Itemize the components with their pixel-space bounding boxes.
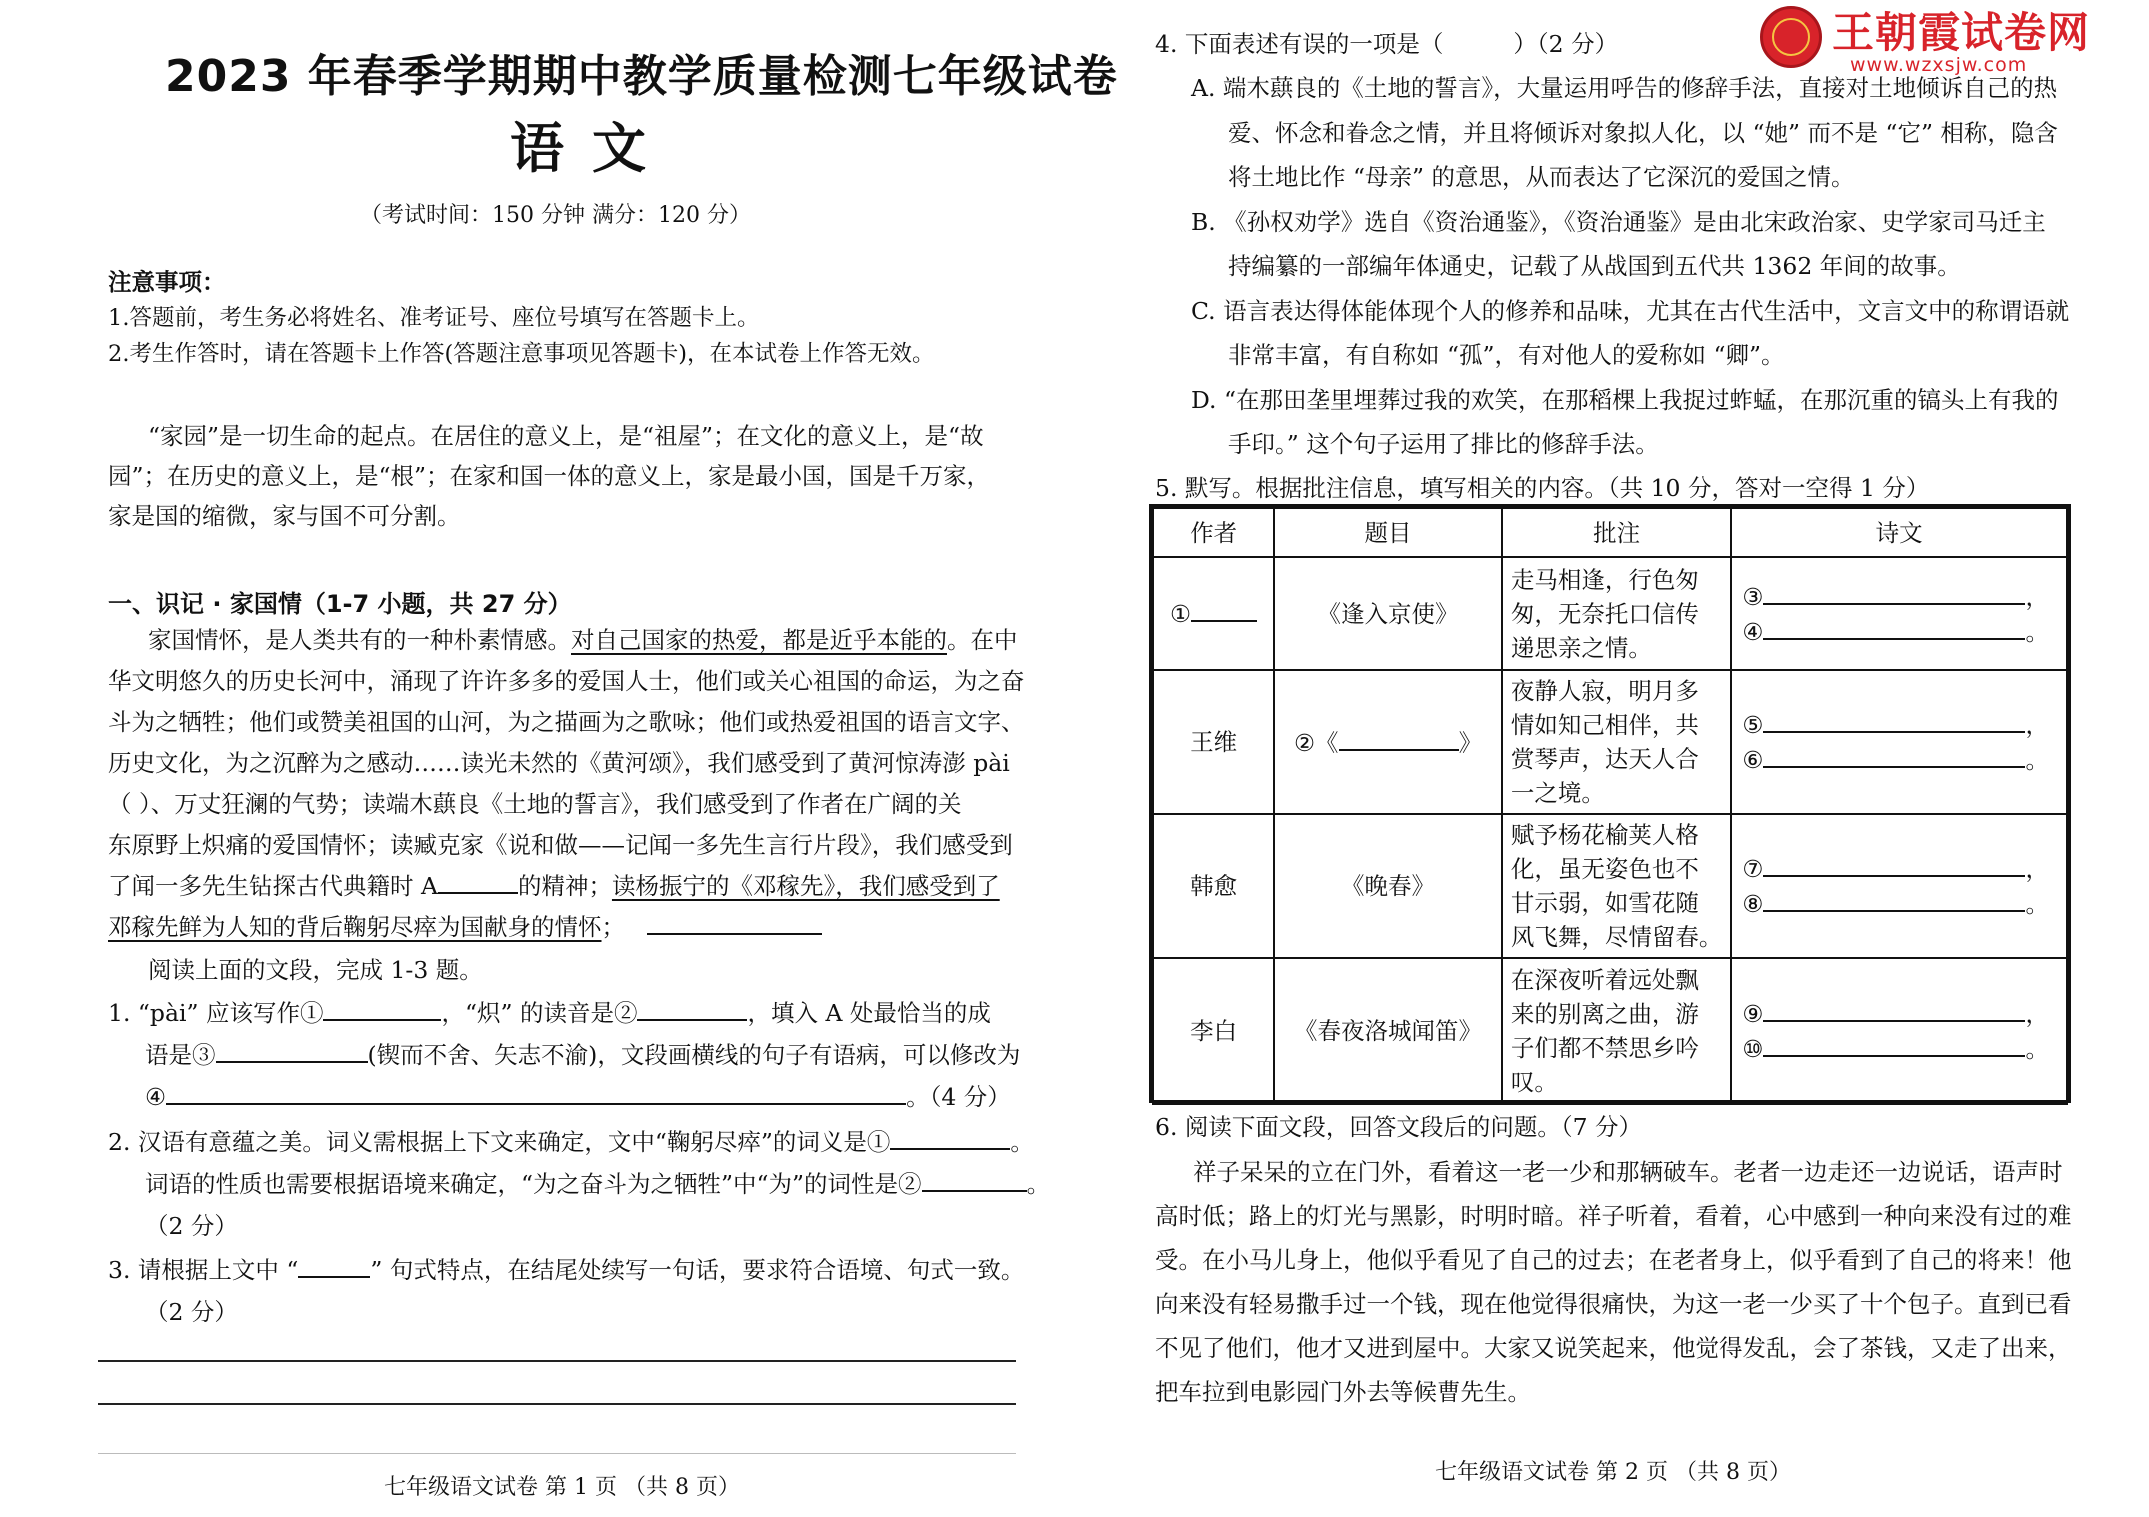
note-line: 在深夜听着远处飘 <box>1510 966 1699 994</box>
author-cell <box>1153 557 1274 670</box>
author-blank[interactable] <box>1191 596 1257 622</box>
verse-blank-8[interactable] <box>1763 886 2025 912</box>
exam-title: 2023 年春季学期期中教学质量检测七年级试卷 <box>165 51 1118 102</box>
title-cell <box>1274 670 1502 814</box>
header-author: 作者 <box>1153 508 1274 557</box>
header-verse: 诗文 <box>1731 508 2067 557</box>
page-footer: 七年级语文试卷 第 1 页 （共 8 页） <box>384 1475 740 1500</box>
intro-line-3: 家是国的缩微，家与国不可分割。 <box>108 502 461 530</box>
page-divider <box>98 1453 1016 1454</box>
question-4-text: ）（2 分） <box>1513 30 1619 58</box>
note-line: 赋予杨花榆荚人格 <box>1510 821 1699 849</box>
table-row <box>1153 670 2067 814</box>
question-1-text: ，填入 A 处最恰当的成 <box>747 999 991 1027</box>
question-1-text: 语是③ <box>145 1041 216 1069</box>
option-C-line-2: 非常丰富，有自称如 “孤”，有对他人的爱称如 “卿”。 <box>1228 341 1785 369</box>
passage-line-2: 华文明悠久的历史长河中，涌现了许许多多的爱国人士，他们或关心祖国的命运，为之奋 <box>108 667 1025 695</box>
author-cell: 李白 <box>1153 958 1274 1104</box>
answer-line-1[interactable] <box>98 1360 1016 1362</box>
note-line: 叹。 <box>1510 1068 1558 1096</box>
q2-blank-1[interactable] <box>890 1124 1010 1150</box>
note-cell <box>1502 814 1732 958</box>
verse-line: ⑥ 。 <box>1742 742 2056 777</box>
question-3-line-1 <box>108 1250 1024 1290</box>
verse-line: ③ ， <box>1742 579 2056 614</box>
note-line: 甘示弱，如雪花随 <box>1510 889 1699 917</box>
title-cell: 《春夜洛城闻笛》 <box>1274 958 1502 1104</box>
verse-number: ⑥ <box>1742 746 1764 774</box>
verse-line: ⑩ 。 <box>1742 1031 2056 1066</box>
verse-cell <box>1731 958 2067 1104</box>
verse-blank-9[interactable] <box>1763 996 2025 1022</box>
passage-text: 家国情怀，是人类共有的一种朴素情感。 <box>148 626 571 654</box>
passage-text: 的精神； <box>517 872 612 900</box>
question-2-line-1 <box>108 1122 1034 1162</box>
question-1-text: ，“炽” 的读音是② <box>441 999 638 1027</box>
header-note: 批注 <box>1502 508 1732 557</box>
note-line: 匆，无奈托口信传 <box>1510 599 1699 628</box>
verse-number: ④ <box>1742 617 1764 646</box>
note-1: 1.答题前，考生务必将姓名、准考证号、座位号填写在答题卡上。 <box>108 305 760 331</box>
note-line: 走马相逢，行色匆 <box>1510 565 1699 594</box>
passage-line-1 <box>148 620 1018 660</box>
verse-line: ⑧ 。 <box>1742 886 2056 921</box>
answer-line-2[interactable] <box>98 1403 1016 1405</box>
verse-blank-5[interactable] <box>1763 707 2025 733</box>
question-6-stem: 6. 阅读下面文段，回答文段后的问题。（7 分） <box>1155 1113 1643 1141</box>
verse-cell <box>1731 814 2067 958</box>
q1-blank-3[interactable] <box>216 1037 368 1063</box>
intro-line-2: 园”；在历史的意义上，是“根”；在家和国一体的意义上，家是最小国，国是千万家， <box>108 462 991 490</box>
notes-heading: 注意事项： <box>108 268 226 296</box>
verse-blank-7[interactable] <box>1763 851 2025 877</box>
logo-text: 王朝霞试卷网 <box>1832 8 2091 57</box>
note-line: 递思亲之情。 <box>1510 633 1652 662</box>
option-C-line-1: C. 语言表达得体能体现个人的修养和品味，尤其在古代生活中，文言文中的称谓语就 <box>1191 297 2070 325</box>
note-line: 化，虽无姿色也不 <box>1510 855 1699 883</box>
story-line-6: 把车拉到电影园门外去等候曹先生。 <box>1155 1378 1531 1406</box>
option-D-line-1: D. “在那田垄里埋葬过我的欢笑，在那稻棵上我捉过蚱蜢，在那沉重的镐头上有我的 <box>1191 386 2059 414</box>
question-3-score: （2 分） <box>145 1298 238 1326</box>
author-label: ① <box>1170 600 1192 628</box>
verse-blank-6[interactable] <box>1763 742 2025 768</box>
verse-number: ⑨ <box>1742 1000 1764 1028</box>
question-2-line-2 <box>145 1164 1050 1204</box>
q3-quote-blank <box>298 1252 370 1278</box>
passage-line-8 <box>108 907 822 947</box>
question-5-stem: 5. 默写。根据批注信息，填写相关的内容。（共 10 分，答对一空得 1 分） <box>1155 474 1930 502</box>
note-line: 子们都不禁思乡吟 <box>1510 1034 1699 1062</box>
question-4-stem <box>1155 24 1618 64</box>
underlined-sentence: 对自己国家的热爱，都是近乎本能的 <box>571 626 947 654</box>
title-cell: 《晚春》 <box>1274 814 1502 958</box>
passage-line-3: 斗为之牺牲；他们或赞美祖国的山河，为之描画为之歌咏；他们或热爱祖国的语言文字、 <box>108 708 1025 736</box>
subject-title: 语文 <box>510 117 674 180</box>
option-A-line-1: A. 端木蕻良的《土地的誓言》，大量运用呼告的修辞手法，直接对土地倾诉自己的热 <box>1191 74 2058 102</box>
story-line-4: 向来没有轻易撒手过一个钱，现在他觉得很痛快，为这一老一少买了十个包子。直到已看 <box>1155 1290 2072 1318</box>
exam-info: （考试时间：150 分钟 满分：120 分） <box>360 203 751 228</box>
page-footer: 七年级语文试卷 第 2 页 （共 8 页） <box>1435 1460 1791 1485</box>
option-D-line-2: 手印。” 这个句子运用了排比的修辞手法。 <box>1228 430 1659 458</box>
option-A-line-3: 将土地比作 “母亲” 的意思，从而表达了它深沉的爱国之情。 <box>1228 163 1855 191</box>
question-3-text: ” 句式特点，在结尾处续写一句话，要求符合语境、句式一致。 <box>370 1256 1025 1284</box>
passage-line-4: 历史文化，为之沉醉为之感动……读光未然的《黄河颂》，我们感受到了黄河惊涛澎 pài <box>108 749 1010 777</box>
question-1-text: 。（4 分） <box>906 1083 1011 1111</box>
note-line: 一之境。 <box>1510 779 1605 807</box>
question-1-line-3 <box>145 1077 1011 1117</box>
passage-line-5: （ ）、万丈狂澜的气势；读端木蕻良《土地的誓言》，我们感受到了作者在广阔的关 <box>108 790 962 818</box>
passage-text: 了闻一多先生钻探古代典籍时 A <box>108 872 438 900</box>
story-line-2: 高时低；路上的灯光与黑影，时明时暗。祥子听着，看着，心中感到一种向来没有过的难 <box>1155 1202 2072 1230</box>
poem-table <box>1149 504 2071 1103</box>
title-label: 》 <box>1458 728 1483 757</box>
table-row <box>1153 814 2067 958</box>
note-cell <box>1502 670 1732 814</box>
section-1-heading: 一、识记 · 家国情（1-7 小题，共 27 分） <box>108 590 572 618</box>
note-line: 风飞舞，尽情留春。 <box>1510 923 1723 951</box>
title-label: ②《 <box>1293 728 1339 757</box>
q1-blank-1[interactable] <box>323 995 441 1021</box>
note-2: 2.考生作答时，请在答题卡上作答(答题注意事项见答题卡)，在本试卷上作答无效。 <box>108 341 935 367</box>
q1-blank-4[interactable] <box>166 1079 906 1105</box>
option-B-line-1: B. 《孙权劝学》选自《资治通鉴》，《资治通鉴》是由北宋政治家、史学家司马迁主 <box>1191 208 2046 236</box>
title-cell: 《逢入京使》 <box>1274 557 1502 670</box>
header-title: 题目 <box>1274 508 1502 557</box>
underlined-sentence: 邓稼先鲜为人知的背后鞠躬尽瘁为国献身的情怀 <box>108 913 602 941</box>
note-line: 夜静人寂，明月多 <box>1510 677 1699 705</box>
table-header-row <box>1153 508 2067 557</box>
question-2-text: 。 <box>1026 1170 1051 1198</box>
story-line-5: 不见了他们，他才又进到屋中。大家又说笑起来，他觉得发乱，会了茶钱，又走了出来， <box>1155 1334 2072 1362</box>
verse-blank-10[interactable] <box>1763 1031 2025 1057</box>
author-cell: 韩愈 <box>1153 814 1274 958</box>
verse-number: ⑤ <box>1742 711 1764 739</box>
title-blank-2[interactable] <box>1339 725 1459 751</box>
exam-page-2 <box>1075 0 2149 1517</box>
note-line: 来的别离之曲，游 <box>1510 1000 1699 1028</box>
passage-line-7 <box>108 866 1000 906</box>
question-1-text: (锲而不舍、矢志不渝)，文段画横线的句子有语病，可以修改为 <box>367 1041 1021 1069</box>
table-row <box>1153 557 2067 670</box>
verse-blank-4[interactable] <box>1763 614 2025 640</box>
option-B-line-2: 持编纂的一部编年体通史，记载了从战国到五代共 1362 年间的故事。 <box>1228 252 1961 280</box>
story-line-1: 祥子呆呆的立在门外，看着这一老一少和那辆破车。老者一边走还一边说话，语声时 <box>1193 1158 2063 1186</box>
note-line: 情如知己相伴，共 <box>1510 711 1699 739</box>
question-2-text: 。 <box>1010 1128 1034 1156</box>
table-row <box>1153 958 2067 1104</box>
verse-line: ⑨ ， <box>1742 996 2056 1031</box>
question-1-text: ④ <box>145 1083 167 1111</box>
q2-blank-2[interactable] <box>922 1166 1027 1192</box>
verse-blank-3[interactable] <box>1763 579 2025 605</box>
question-2-text: 词语的性质也需要根据语境来确定，“为之奋斗为之牺牲”中“为”的词性是② <box>145 1170 922 1198</box>
note-cell <box>1502 958 1732 1104</box>
verse-line: ⑤ ， <box>1742 707 2056 742</box>
verse-cell <box>1731 557 2067 670</box>
passage-text: ； <box>601 913 625 941</box>
author-cell: 王维 <box>1153 670 1274 814</box>
q4-answer-paren[interactable] <box>1443 26 1513 52</box>
intro-line-1: “家园”是一切生命的起点。在居住的意义上，是“祖屋”；在文化的意义上，是“故 <box>148 422 984 450</box>
option-A-line-2: 爱、怀念和眷念之情，并且将倾诉对象拟人化，以 “她” 而不是 “它” 相称，隐含 <box>1228 119 2058 147</box>
blank-continuation[interactable] <box>647 909 822 935</box>
question-1-line-1 <box>108 993 991 1033</box>
verse-line: ④ 。 <box>1742 614 2056 649</box>
question-3-text: 3. 请根据上文中 “ <box>108 1256 299 1284</box>
verse-cell <box>1731 670 2067 814</box>
verse-number: ⑦ <box>1742 855 1764 883</box>
question-1-line-2 <box>145 1035 1020 1075</box>
question-2-text: 2. 汉语有意蕴之美。词义需根据上下文来确定，文中“鞠躬尽瘁”的词义是① <box>108 1128 891 1156</box>
question-2-score: （2 分） <box>145 1212 238 1240</box>
passage-text: 。在中 <box>947 626 1018 654</box>
note-cell <box>1502 557 1732 670</box>
verse-number: ⑩ <box>1742 1035 1764 1063</box>
read-instruction: 阅读上面的文段，完成 1-3 题。 <box>148 956 483 984</box>
underlined-sentence: 读杨振宁的《邓稼先》，我们感受到了 <box>611 872 1000 900</box>
logo-url: www.wzxsjw.com <box>1850 54 2028 76</box>
passage-line-6: 东原野上炽痛的爱国情怀；读臧克家《说和做——记闻一多先生言行片段》，我们感受到 <box>108 831 1013 859</box>
question-1-text: 1. “pài” 应该写作① <box>108 999 324 1027</box>
blank-A[interactable] <box>438 868 518 894</box>
question-4-text: 4. 下面表述有误的一项是（ <box>1155 30 1444 58</box>
story-line-3: 受。在小马儿身上，他似乎看见了自己的过去；在老者身上，似乎看到了自己的将来！他 <box>1155 1246 2072 1274</box>
note-line: 赏琴声，达天人合 <box>1510 745 1699 773</box>
q1-blank-2[interactable] <box>637 995 747 1021</box>
verse-number: ⑧ <box>1742 890 1764 918</box>
verse-line: ⑦ ， <box>1742 851 2056 886</box>
verse-number: ③ <box>1742 582 1764 611</box>
